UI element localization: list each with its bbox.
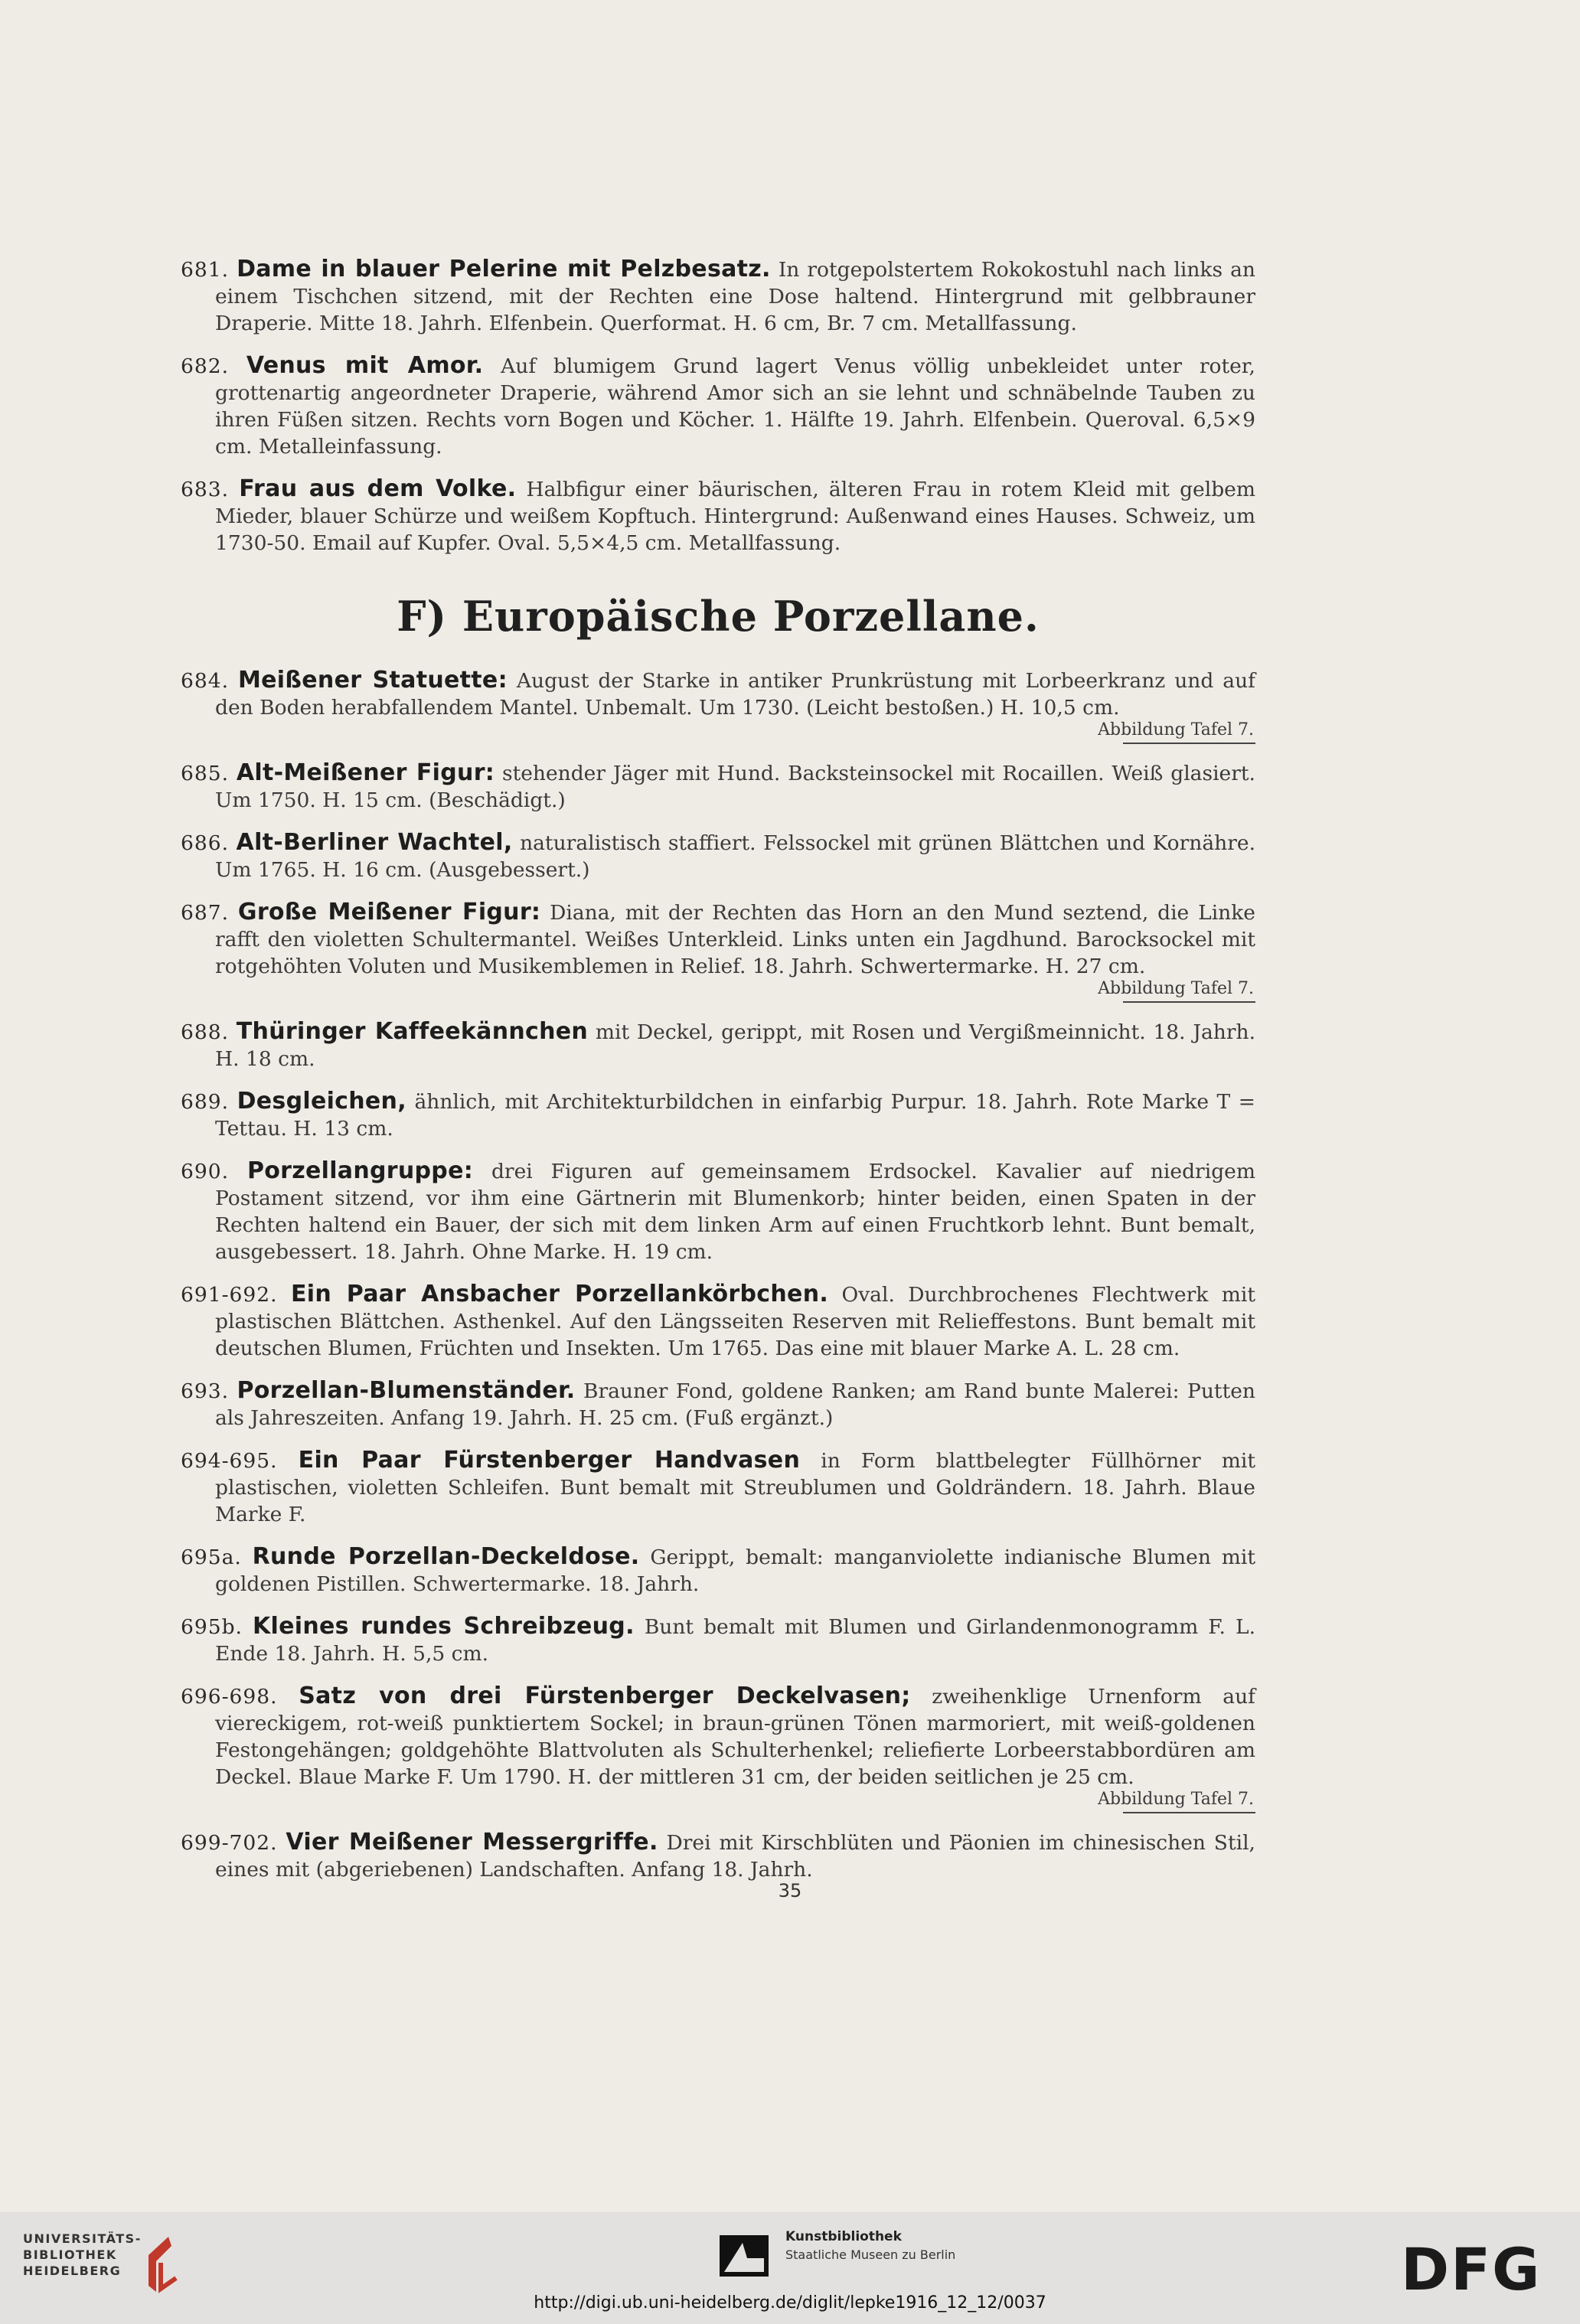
catalog-entry [181,1829,1255,1883]
entry-description: naturalistisch staffiert. Felssockel mit grünen Blättchen und Kornähre. Um 1765. H. 16 cm. (Ausgebessert.) [215,831,1255,882]
entry-heading: Vier Meißener Messergriffe. [286,1829,658,1856]
entry-description: Auf blumigem Grund lagert Venus völlig unbekleidet unter roter, grottenartig angeordneter Draperie, während Amor sich an sie lehnt und schnäbelnde Tauben zu ihren Füßen sitzen. Rechts vorn Bogen und Köcher. 1. Hälfte 19. Jahrh. Elfenbein. Queroval. 6,5×9 cm. Metalleinfassung. [215,354,1255,459]
kunstbibliothek-subtitle: Staatliche Museen zu Berlin [785,2247,956,2262]
plate-reference [215,1789,1255,1813]
entry-heading: Große Meißener Figur: [237,899,541,925]
entry-number: 689. [181,1090,230,1114]
entry-number: 684. [181,669,230,693]
catalog-entry [181,899,1255,1003]
entry-description: drei Figuren auf gemeinsamem Erdsockel. Kavalier auf niedrigem Postament sitzend, vor ihm eine Gärtnerin mit Blumenkorb; hinter beiden, einen Spaten in der Rechten haltend ein Bauer, der sich mit dem linken Arm auf einen Fruchtkorb lehnt. Bunt bemalt, ausgebessert. 18. Jahrh. Ohne Marke. H. 19 cm. [215,1160,1255,1264]
entry-description: zweihenklige Urnenform auf viereckigem, rot-weiß punktiertem Sockel; in braun-grünen Tönen marmoriert, mit weiß-goldenen Festongehängen; goldgehöhte Blattvoluten als Schulterhenkel; reliefierte Lorbeerstabbordüren am Deckel. Blaue Marke F. Um 1790. H. der mittleren 31 cm, der beiden seitlichen je 25 cm. [215,1685,1255,1789]
entry-heading: Ein Paar Ansbacher Porzellankörbchen. [290,1281,829,1307]
catalog-entry [181,829,1255,883]
plate-reference [215,978,1255,1003]
entry-number: 687. [181,901,230,925]
entry-number: 699-702. [181,1831,278,1855]
entry-description: stehender Jäger mit Hund. Backsteinsockel mit Rocaillen. Weiß glasiert. Um 1750. H. 15 cm. (Beschädigt.) [215,762,1255,812]
entry-heading: Ein Paar Fürstenberger Handvasen [298,1447,801,1474]
entry-number: 691-692. [181,1283,278,1307]
entry-number: 696-698. [181,1685,278,1709]
catalog-entry [181,1018,1255,1072]
entry-heading: Porzellangruppe: [246,1157,474,1184]
entry-description: Drei mit Kirschblüten und Päonien im chinesischen Stil, eines mit (abgeriebenen) Landschaften. Anfang 18. Jahrh. [215,1831,1255,1882]
entry-description: in Form blattbelegter Füllhörner mit plastischen, violetten Schleifen. Bunt bemalt mit Streublumen und Goldrändern. 18. Jahrh. Blaue Marke F. [215,1449,1255,1526]
entry-heading: Porzellan-Blumenständer. [237,1377,576,1404]
catalog-entry [181,1613,1255,1667]
footer-bar [0,2212,1580,2324]
entry-number: 681. [181,258,230,282]
page-number: 35 [778,1880,802,1901]
university-library-name: UNIVERSITÄTS- BIBLIOTHEK HEIDELBERG [23,2231,142,2278]
catalog-entry [181,352,1255,460]
entry-heading: Desgleichen, [237,1088,406,1115]
entry-heading: Thüringer Kaffeekännchen [236,1018,589,1045]
entry-number: 688. [181,1020,230,1044]
plate-reference-label: Abbildung Tafel 7. [1123,978,1255,1003]
catalog-entry [181,1281,1255,1362]
entry-heading: Satz von drei Fürstenberger Deckelvasen; [299,1683,911,1709]
entry-description: August der Starke in antiker Prunkrüstung mit Lorbeerkranz und auf den Boden herabfallendem Mantel. Unbemalt. Um 1730. (Leicht bestoßen.) H. 10,5 cm. [215,669,1255,720]
catalog-entry [181,667,1255,744]
entry-number: 695a. [181,1546,242,1569]
entry-description: Gerippt, bemalt: manganviolette indianische Blumen mit goldenen Pistillen. Schwertermarke. 18. Jahrh. [215,1546,1255,1596]
entry-number: 686. [181,831,230,855]
kunstbibliothek-name: Kunstbibliothek [785,2229,902,2244]
entry-heading: Kleines rundes Schreibzeug. [253,1613,635,1640]
entry-heading: Frau aus dem Volke. [239,475,517,502]
entry-number: 683. [181,478,230,501]
catalog-entry [181,256,1255,337]
catalog-entry [181,1683,1255,1813]
plate-reference-label: Abbildung Tafel 7. [1123,1789,1255,1813]
entries-after [181,667,1255,1883]
catalog-entry [181,1377,1255,1431]
entry-number: 694-695. [181,1449,278,1473]
page-content [181,256,1255,1898]
entry-description: ähnlich, mit Architekturbildchen in einfarbig Purpur. 18. Jahrh. Rote Marke T = Tettau. H. 13 cm. [215,1090,1255,1141]
catalog-entry [181,759,1255,814]
catalog-entry [181,1447,1255,1528]
entry-number: 690. [181,1160,230,1183]
entry-description: In rotgepolstertem Rokokostuhl nach links an einem Tischchen sitzend, mit der Rechten eine Dose haltend. Hintergrund mit gelbbrauner Draperie. Mitte 18. Jahrh. Elfenbein. Querformat. H. 6 cm, Br. 7 cm. Metallfassung. [215,258,1255,335]
catalog-entry [181,475,1255,557]
entry-description: Bunt bemalt mit Blumen und Girlandenmonogramm F. L. Ende 18. Jahrh. H. 5,5 cm. [215,1615,1255,1666]
entry-description: Brauner Fond, goldene Ranken; am Rand bunte Malerei: Putten als Jahreszeiten. Anfang 19. Jahrh. H. 25 cm. (Fuß ergänzt.) [215,1379,1255,1430]
entry-heading: Alt-Berliner Wachtel, [236,829,513,856]
entry-description: mit Deckel, gerippt, mit Rosen und Vergißmeinnicht. 18. Jahrh. H. 18 cm. [215,1020,1255,1071]
entry-description: Oval. Durchbrochenes Flechtwerk mit plastischen Blättchen. Asthenkel. Auf den Längsseiten Reserven mit Relieffestons. Bunt bemalt mit deutschen Blumen, Früchten und Insekten. Um 1765. Das eine mit blauer Marke A. L. 28 cm. [215,1283,1255,1360]
catalog-entry [181,1157,1255,1265]
entry-heading: Meißener Statuette: [238,667,508,694]
entry-heading: Venus mit Amor. [246,352,484,379]
entry-heading: Alt-Meißener Figur: [236,759,495,786]
entries-before [181,256,1255,557]
section-title: F) Europäische Porzellane. [397,592,1040,641]
university-logo-icon [138,2232,191,2293]
entry-number: 695b. [181,1615,243,1639]
entry-heading: Dame in blauer Pelerine mit Pelzbesatz. [237,256,771,282]
plate-reference-label: Abbildung Tafel 7. [1123,720,1255,744]
entry-number: 685. [181,762,230,785]
kunstbibliothek-logo-icon [720,2235,769,2277]
entry-number: 693. [181,1379,230,1403]
entry-description: Halbfigur einer bäurischen, älteren Frau in rotem Kleid mit gelbem Mieder, blauer Schürze und weißem Kopftuch. Hintergrund: Außenwand eines Hauses. Schweiz, um 1730-50. Email auf Kupfer. Oval. 5,5×4,5 cm. Metallfassung. [215,478,1255,555]
entry-description: Diana, mit der Rechten das Horn an den Mund seztend, die Linke rafft den violetten Schultermantel. Weißes Unterkleid. Links unten ein Jagdhund. Barocksockel mit rotgehöhten Voluten und Musikemblemen in Relief. 18. Jahrh. Schwertermarke. H. 27 cm. [215,901,1255,978]
entry-heading: Runde Porzellan-Deckeldose. [252,1543,640,1570]
catalog-entry [181,1088,1255,1142]
dfg-logo: DFG [1401,2235,1542,2303]
catalog-entry [181,1543,1255,1598]
source-url-link[interactable]: http://digi.ub.uni-heidelberg.de/diglit/lepke1916_12_12/0037 [534,2293,1046,2313]
plate-reference [215,720,1255,744]
entry-number: 682. [181,354,230,378]
